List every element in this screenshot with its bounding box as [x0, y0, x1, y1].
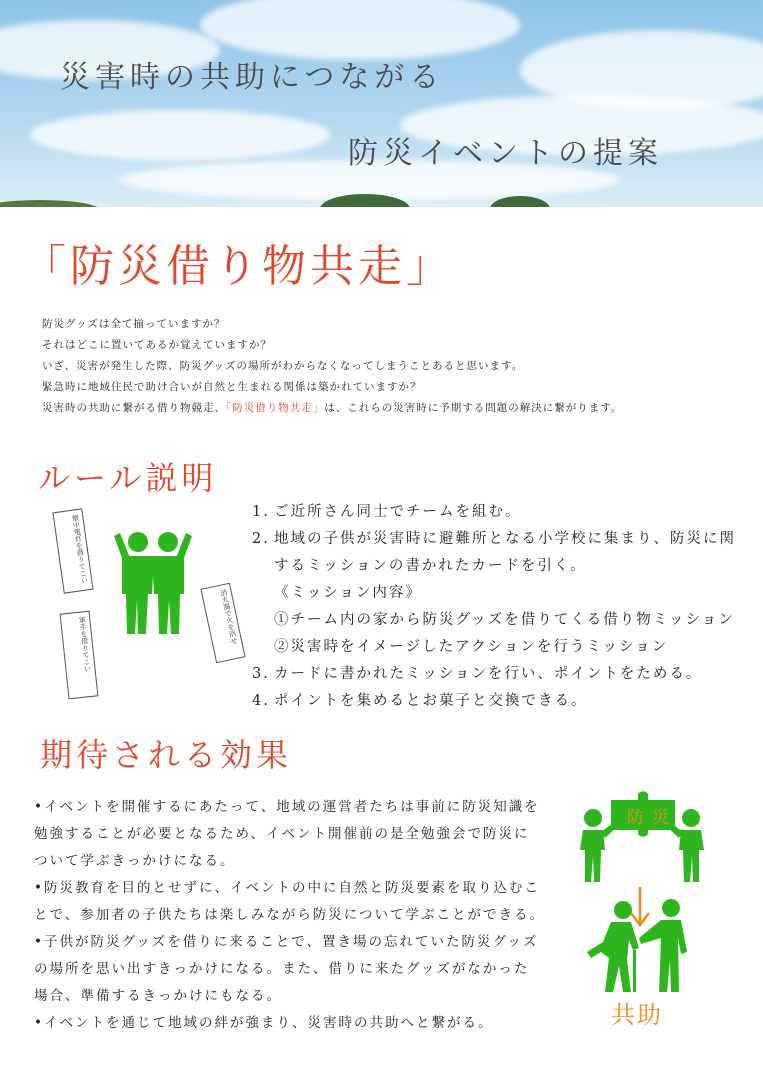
rule-text: カードに書かれたミッションを行い、ポイントをためる。	[274, 666, 703, 682]
effect-line: ついて学ぶきっかけになる。	[34, 853, 236, 869]
effect-line: 場合、準備するきっかけにもなる。	[34, 988, 282, 1004]
rule-text: ②災害時をイメージしたアクションを行うミッション	[274, 639, 669, 655]
intro-line: 緊急時に地域住民で助け合いが自然と生まれる関係は築かれていますか？	[42, 381, 422, 393]
mission-card: 消火器で火を消せ	[200, 583, 245, 664]
rule-item	[252, 608, 735, 629]
mission-card: 軍手を借りてこい	[60, 611, 99, 700]
rule-item	[252, 689, 588, 710]
rule-text: ①チーム内の家から防災グッズを借りてくる借り物ミッション	[274, 612, 735, 628]
rule-item	[252, 635, 668, 656]
puzzle-teamwork-icon	[575, 790, 710, 885]
sky-banner	[0, 0, 763, 207]
rule-text: ご近所さん同士でチームを組む。	[274, 504, 522, 520]
helping-elderly-icon	[583, 898, 703, 996]
rule-item	[252, 527, 736, 548]
effects-heading: 期待される効果	[40, 736, 293, 774]
rule-item	[252, 662, 702, 683]
rule-item	[252, 500, 522, 521]
puzzle-left-label: 防	[627, 808, 644, 828]
effect-line: •イベントを通じて地域の絆が強まり、災害時の共助へと繋がる。	[34, 1015, 494, 1031]
effect-line: •イベントを開催するにあたって、地域の運営者たちは事前に防災知識を	[34, 799, 540, 815]
intro-text: は、これらの災害時に予期する問題の解決に繋がります。	[324, 402, 623, 414]
rule-text: 地域の子供が災害時に避難所となる小学校に集まり、防災に関	[274, 531, 736, 547]
puzzle-right-label: 災	[652, 808, 669, 828]
rule-number: 3.	[252, 666, 270, 682]
rule-number: 4.	[252, 693, 270, 709]
intro-line: いざ、災害が発生した際、防災グッズの場所がわからなくなってしまうことあると思います。	[42, 360, 524, 372]
rule-text: ポイントを集めるとお菓子と交換できる。	[274, 693, 588, 709]
intro-text: 災害時の共助に繋がる借り物競走、	[42, 402, 226, 414]
rule-text: 《ミッション内容》	[274, 585, 422, 601]
kyojo-label: 共助	[611, 1001, 663, 1029]
rule-number: 1.	[252, 504, 270, 520]
team-figures-icon	[112, 528, 194, 636]
rule-text: するミッションの書かれたカードを引く。	[274, 558, 587, 574]
intro-line	[42, 400, 622, 415]
effect-line: •子供が防災グッズを借りに来ることで、置き場の忘れていた防災グッズ	[34, 934, 539, 950]
rule-number: 2.	[252, 531, 270, 547]
rules-heading: ルール説明	[38, 459, 218, 497]
effect-line: とで、参加者の子供たちは楽しみながら防災について学ぶことができる。	[34, 907, 545, 923]
intro-highlight: 「防災借り物共走」	[226, 402, 325, 414]
intro-line: それはどこに置いてあるか覚えていますか？	[42, 339, 272, 351]
banner-title-line1: 災害時の共助につながる	[60, 60, 445, 95]
event-title: 「防災借り物共走」	[22, 241, 454, 292]
rule-item	[252, 581, 422, 602]
effect-line: の場所を思い出すきっかけになる。また、借りに来たグッズがなかった	[34, 961, 530, 977]
intro-line: 防災グッズは全て揃っていますか？	[42, 318, 226, 330]
effect-line: 勉強することが必要となるため、イベント開催前の是全勉強会で防災に	[34, 826, 530, 842]
rule-item	[252, 554, 587, 575]
mission-card: 懐中電灯を借りてこい	[52, 508, 93, 593]
effect-line: •防災教育を目的とせずに、イベントの中に自然と防災要素を取り込むこ	[34, 880, 540, 896]
banner-title-line2: 防災イベントの提案	[348, 136, 663, 171]
